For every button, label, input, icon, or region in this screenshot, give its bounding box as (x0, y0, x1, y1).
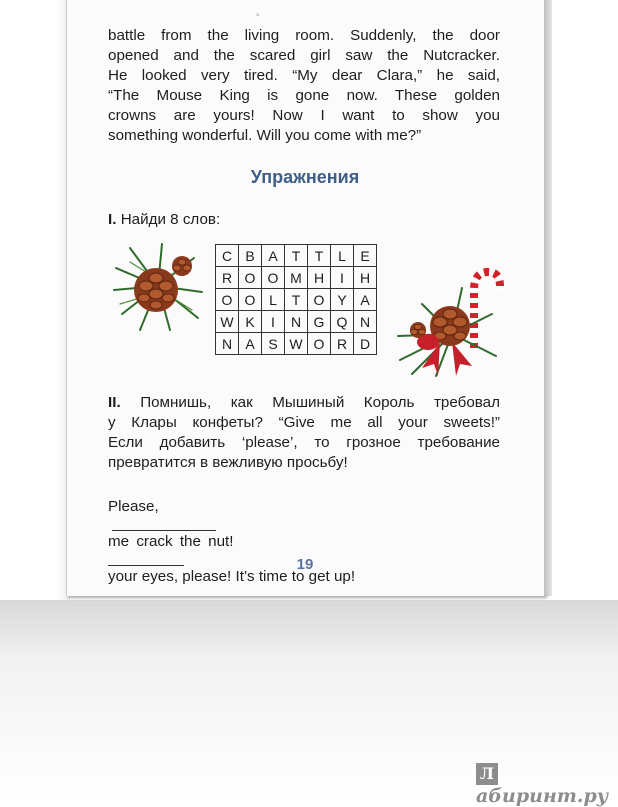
grid-row (216, 289, 377, 311)
grid-cell[interactable]: R (216, 267, 239, 289)
task-2-number: II. (108, 394, 121, 411)
grid-cell[interactable]: I (331, 267, 354, 289)
grid-cell[interactable]: A (354, 289, 377, 311)
sentence-1-end: me crack the nut! (108, 533, 234, 550)
grid-cell[interactable]: E (354, 245, 377, 267)
grid-cell[interactable]: L (331, 245, 354, 267)
story-line: something wonderful. Will you come with me?” (108, 127, 422, 144)
grid-cell[interactable]: I (262, 311, 285, 333)
grid-cell[interactable]: O (262, 267, 285, 289)
grid-cell[interactable]: W (285, 333, 308, 355)
pinecone-candy-cane-icon (392, 264, 504, 378)
answer-blank-1[interactable] (112, 518, 216, 531)
grid-cell[interactable]: B (239, 245, 262, 267)
fill-in-exercise (108, 496, 500, 588)
grid-cell[interactable]: O (308, 289, 331, 311)
story-line: battle from the living room. Suddenly, the door (108, 27, 500, 44)
grid-cell[interactable]: R (331, 333, 354, 355)
grid-row (216, 311, 377, 333)
grid-cell[interactable]: T (285, 245, 308, 267)
task-2-line-1-text: Помнишь, как Мышиный Король требовал (140, 394, 500, 411)
task-1 (108, 210, 500, 230)
grid-cell[interactable]: G (308, 311, 331, 333)
page-number: 19 (296, 556, 314, 573)
grid-cell[interactable]: H (354, 267, 377, 289)
grid-cell[interactable]: O (239, 267, 262, 289)
grid-cell[interactable]: O (239, 289, 262, 311)
grid-cell[interactable]: O (216, 289, 239, 311)
task-1-number: I. (108, 211, 117, 228)
exercise-sentence-1 (108, 496, 500, 553)
watermark-text: абиринт.ру (476, 785, 609, 807)
watermark (476, 762, 618, 807)
grid-cell[interactable]: S (262, 333, 285, 355)
grid-cell[interactable]: M (285, 267, 308, 289)
grid-cell[interactable]: Q (331, 311, 354, 333)
task-1-text: Найди 8 слов: (120, 211, 221, 228)
grid-row (216, 333, 377, 355)
sentence-2-end: your eyes, please! It’s time to get up! (108, 568, 356, 585)
grid-cell[interactable]: T (308, 245, 331, 267)
task-2-line: Если добавить ‘please’, то грозное требование (108, 434, 500, 451)
grid-row (216, 267, 377, 289)
grid-cell[interactable]: K (239, 311, 262, 333)
print-mark: ° (256, 12, 260, 22)
grid-cell[interactable]: L (262, 289, 285, 311)
task-2-line: у Клары конфеты? “Give me all your sweets!” (108, 414, 500, 431)
grid-cell[interactable]: Y (331, 289, 354, 311)
story-line: He looked very tired. “My dear Clara,” he said, (108, 67, 500, 84)
task-2-line (108, 393, 500, 413)
task-2-line: превратится в вежливую просьбу! (108, 454, 348, 471)
grid-cell[interactable]: N (285, 311, 308, 333)
grid-cell[interactable]: A (262, 245, 285, 267)
story-line: opened and the scared girl saw the Nutcracker. (108, 47, 500, 64)
story-line: “The Mouse King is gone now. These golden (108, 87, 500, 104)
grid-cell[interactable]: N (216, 333, 239, 355)
sentence-1-start: Please, (108, 498, 159, 515)
grid-cell[interactable]: D (354, 333, 377, 355)
grid-cell[interactable]: W (216, 311, 239, 333)
watermark-logo-icon: Л (476, 763, 498, 785)
task-2 (108, 393, 500, 473)
grid-cell[interactable]: T (285, 289, 308, 311)
word-search-grid (215, 244, 377, 355)
grid-row (216, 245, 377, 267)
story-paragraph (108, 26, 500, 146)
grid-cell[interactable]: A (239, 333, 262, 355)
grid-cell[interactable]: O (308, 333, 331, 355)
page-edge (544, 0, 552, 596)
story-line: crowns are yours! Now I want to show you (108, 107, 500, 124)
section-heading: Упражнения (250, 167, 360, 187)
grid-cell[interactable]: N (354, 311, 377, 333)
pinecone-left-icon (110, 238, 206, 334)
grid-cell[interactable]: C (216, 245, 239, 267)
grid-cell[interactable]: H (308, 267, 331, 289)
